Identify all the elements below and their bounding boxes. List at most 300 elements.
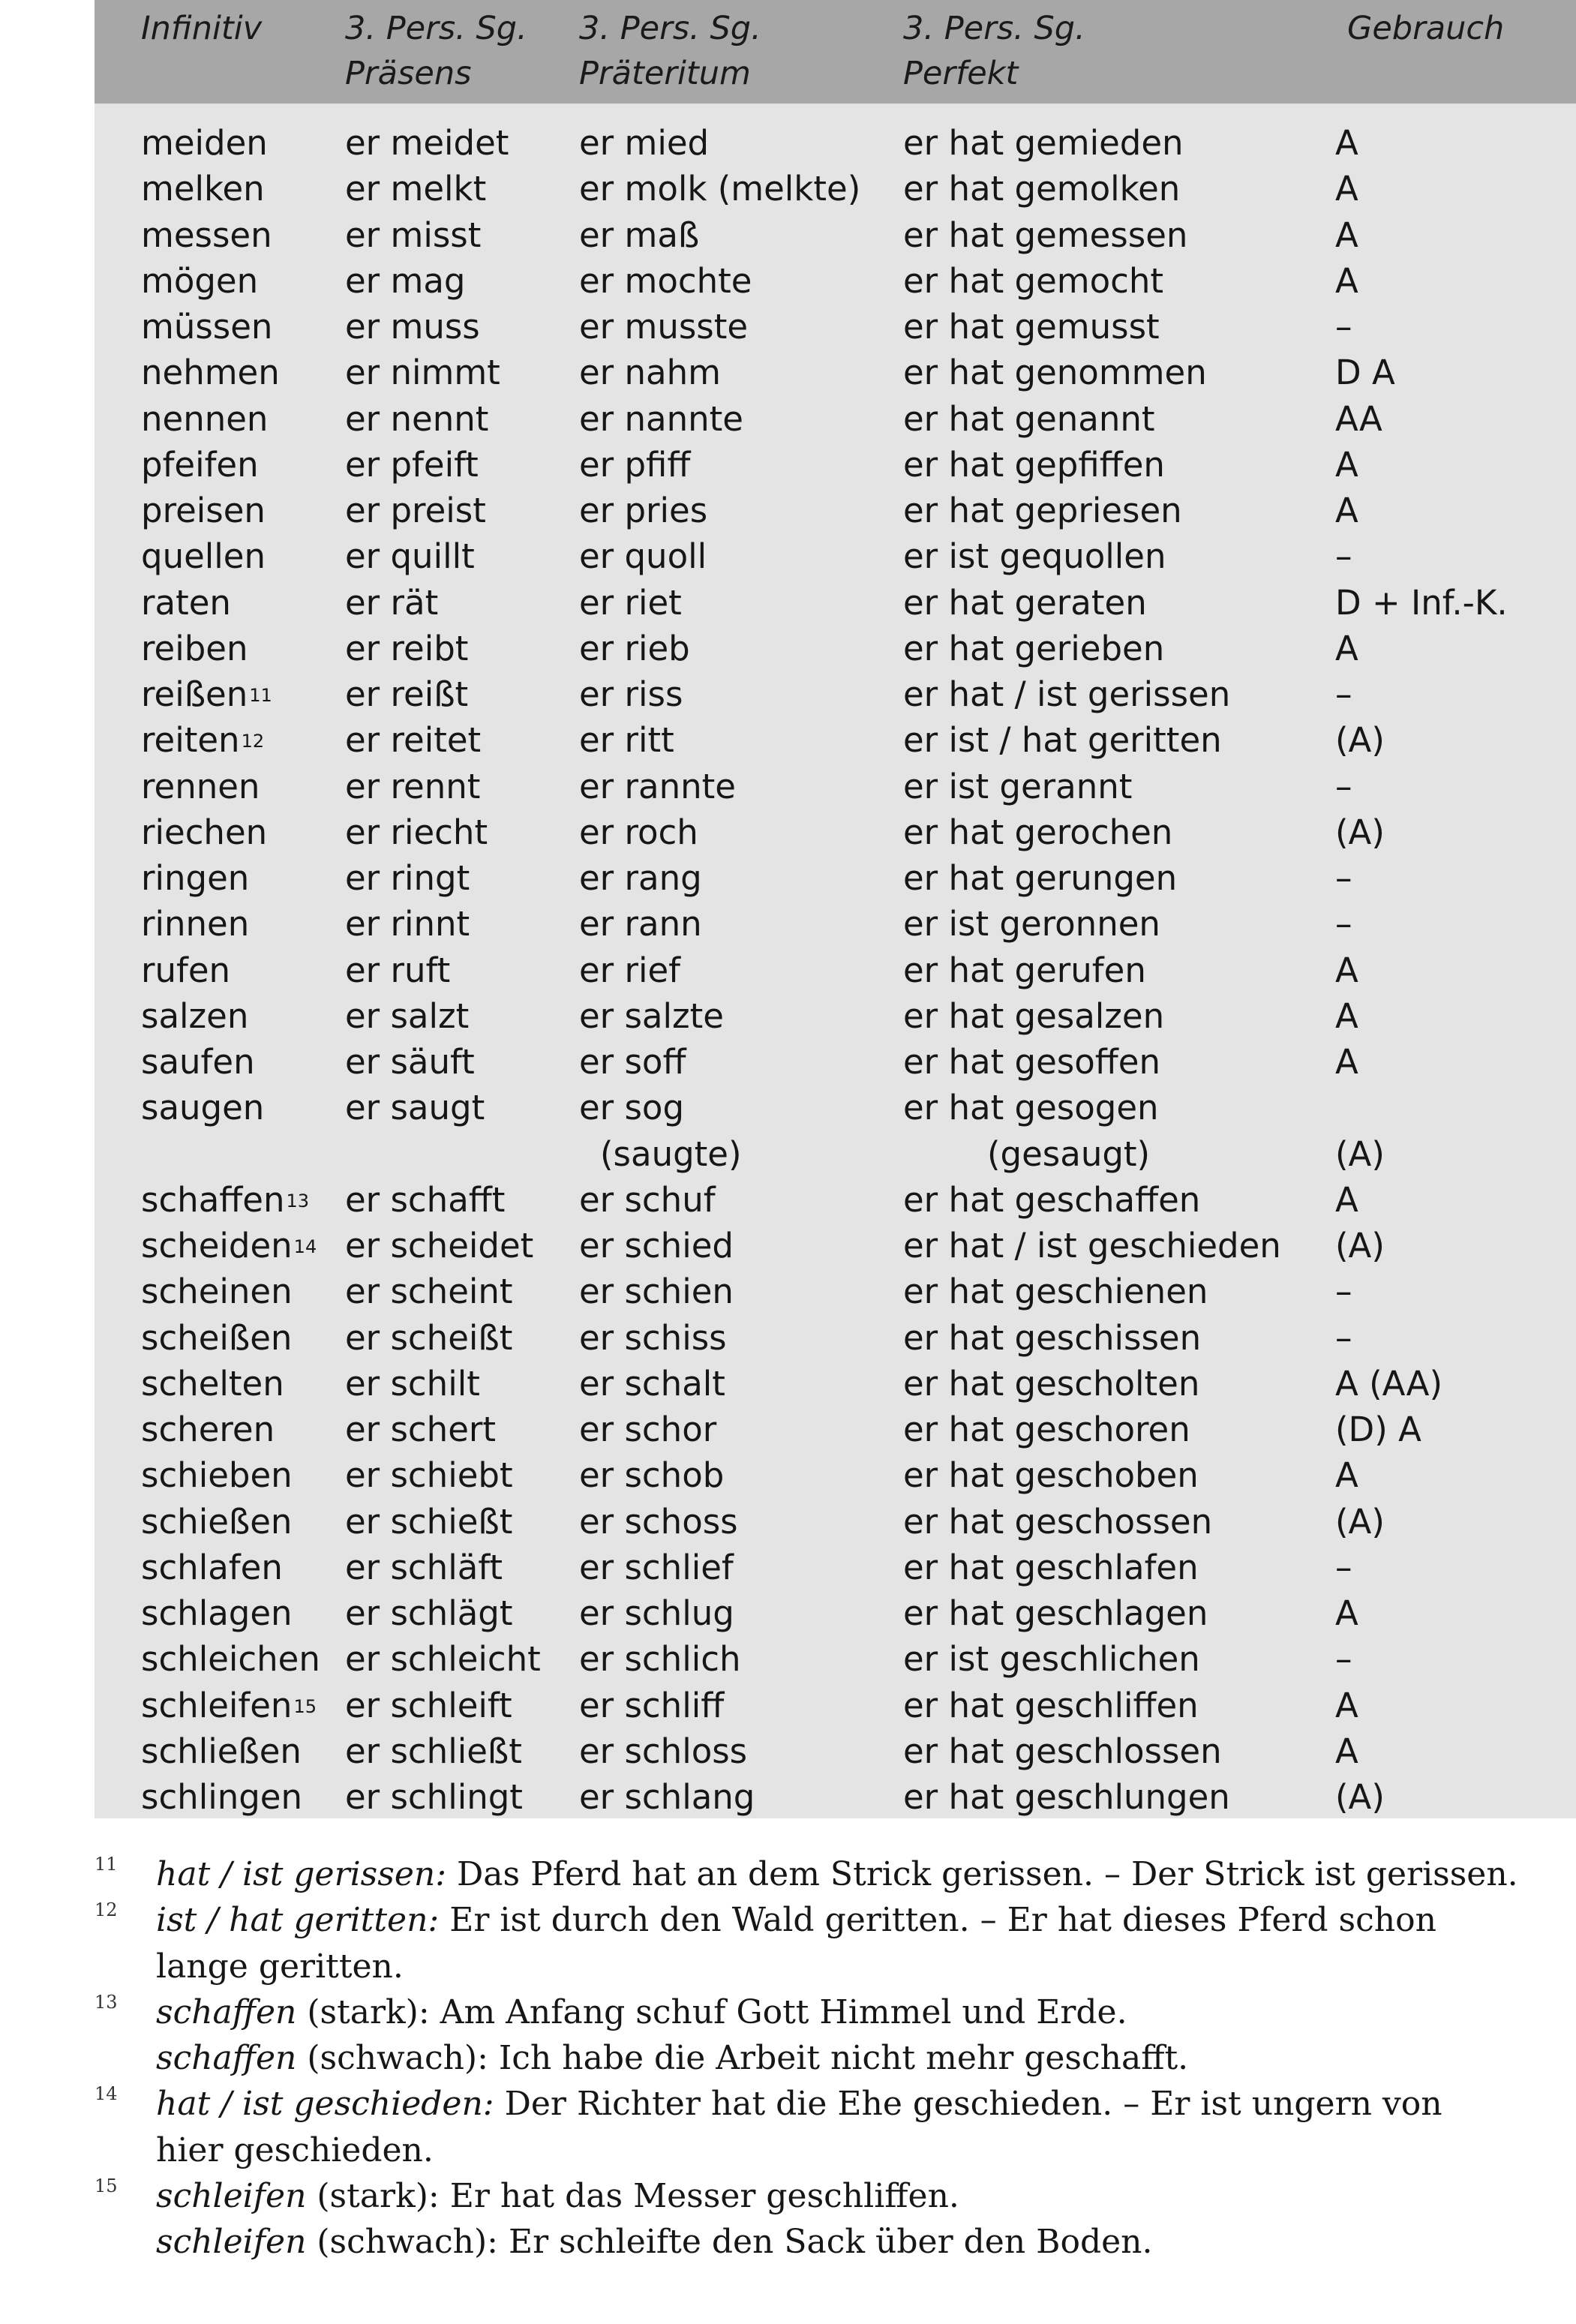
- cell-praeteritum-text: er schob: [579, 1455, 725, 1496]
- cell-perfekt: [903, 1085, 1159, 1130]
- table-row: [95, 258, 1576, 304]
- table-row: [95, 1269, 1576, 1314]
- footnote-text: (schwach): Er schleifte den Sack über den Boden.: [306, 2223, 1153, 2262]
- header-sublabel: Präteritum: [579, 55, 751, 92]
- cell-praeteritum-text: er schliff: [579, 1685, 725, 1725]
- cell-gebrauch-text: (A): [1335, 1777, 1385, 1817]
- cell-praeteritum: [579, 1774, 755, 1820]
- cell-gebrauch-text: AA: [1335, 398, 1382, 439]
- cell-infinitiv: [141, 488, 266, 533]
- cell-praeteritum-text: er schalt: [579, 1363, 725, 1404]
- table-row: [95, 901, 1576, 947]
- header-sublabel: Perfekt: [903, 55, 1019, 92]
- cell-infinitiv-text: preisen: [141, 491, 266, 530]
- cell-praesens: [345, 626, 468, 671]
- cell-gebrauch-text: A: [1335, 950, 1358, 990]
- cell-perfekt-text: er hat gesalzen: [903, 995, 1165, 1036]
- cell-praesens: [345, 855, 470, 901]
- cell-infinitiv-text: meiden: [141, 123, 268, 163]
- cell-praesens-text: er mag: [345, 260, 466, 301]
- table-row: [95, 1177, 1576, 1223]
- footnote-number: 15: [95, 2175, 118, 2197]
- cell-infinitiv-text: scheißen: [141, 1317, 293, 1358]
- cell-praesens-text: er schleicht: [345, 1639, 541, 1680]
- cell-perfekt-text: er hat gesoffen: [903, 1042, 1160, 1082]
- footnote-text: (schwach): Ich habe die Arbeit nicht mehr geschafft.: [296, 2039, 1189, 2078]
- cell-praesens: [345, 1452, 513, 1498]
- footnote-line: [156, 2173, 1565, 2219]
- cell-infinitiv-text: scheren: [141, 1410, 275, 1449]
- cell-praesens-text: er preist: [345, 491, 486, 530]
- cell-gebrauch: [1335, 901, 1352, 947]
- footnote-text: hier geschieden.: [156, 2130, 434, 2169]
- cell-praeteritum-text: er pfiff: [579, 444, 691, 485]
- cell-perfekt: [903, 1728, 1222, 1774]
- cell-perfekt-text: er hat gesogen: [903, 1088, 1159, 1128]
- cell-infinitiv: [141, 120, 268, 166]
- cell-perfekt-text: er hat geschissen: [903, 1317, 1202, 1358]
- cell-praesens: [345, 1636, 541, 1682]
- table-row: [95, 212, 1576, 258]
- header-label: 3. Pers. Sg.: [345, 10, 527, 47]
- cell-infinitiv: [141, 1223, 317, 1269]
- cell-perfekt: [903, 1315, 1201, 1361]
- cell-perfekt-text: er ist geronnen: [903, 904, 1160, 944]
- cell-praesens: [345, 304, 480, 350]
- cell-infinitiv-text: saugen: [141, 1088, 265, 1128]
- table-row: [95, 1636, 1576, 1682]
- table-row: [95, 626, 1576, 671]
- cell-praeteritum-text: er riet: [579, 582, 682, 623]
- cell-gebrauch-text: A: [1335, 1685, 1358, 1725]
- header-praeteritum: [579, 6, 761, 96]
- cell-praeteritum: [579, 809, 698, 855]
- cell-praeteritum-text: er soff: [579, 1042, 686, 1082]
- cell-gebrauch: [1335, 304, 1352, 350]
- cell-praesens: [345, 488, 486, 533]
- cell-praesens: [345, 580, 438, 626]
- cell-infinitiv-text: messen: [141, 215, 272, 255]
- footnote-text: (stark): Er hat das Messer geschliffen.: [306, 2177, 959, 2216]
- cell-praesens-text: er nennt: [345, 398, 489, 439]
- cell-perfekt-text: er hat gemolken: [903, 169, 1181, 209]
- table-row: [95, 1131, 1576, 1177]
- cell-praeteritum: [579, 396, 743, 442]
- cell-perfekt: [903, 1361, 1199, 1407]
- cell-praeteritum-text: er schoss: [579, 1501, 738, 1542]
- cell-perfekt: [903, 855, 1177, 901]
- cell-perfekt-text: er hat geraten: [903, 582, 1147, 623]
- cell-gebrauch: [1335, 764, 1352, 809]
- footnote-term: schaffen: [156, 1992, 297, 2031]
- footnote-number: 12: [95, 1899, 118, 1921]
- cell-gebrauch-text: A: [1335, 1042, 1358, 1082]
- footnote-line: [156, 1851, 1565, 1897]
- cell-praeteritum-text: er rannte: [579, 766, 736, 806]
- cell-praesens-text: er schiebt: [345, 1455, 513, 1496]
- cell-praeteritum: [579, 1728, 747, 1774]
- cell-gebrauch: [1335, 1774, 1385, 1820]
- cell-praeteritum: [579, 580, 682, 626]
- cell-infinitiv: [141, 580, 231, 626]
- cell-praesens: [345, 350, 500, 395]
- cell-praesens: [345, 1223, 533, 1269]
- cell-infinitiv-text: schleifen: [141, 1685, 293, 1725]
- cell-praeteritum: [579, 166, 860, 212]
- cell-perfekt: [903, 1039, 1160, 1085]
- verb-table: [95, 0, 1576, 1818]
- cell-praeteritum-text: er sog: [579, 1088, 685, 1128]
- cell-praeteritum-text: er molk (melkte): [579, 169, 861, 209]
- cell-gebrauch-text: –: [1335, 1272, 1352, 1312]
- table-row: [95, 396, 1576, 442]
- cell-gebrauch: [1335, 947, 1358, 993]
- cell-praeteritum-text: er schlang: [579, 1777, 755, 1817]
- cell-gebrauch-text: (A): [1335, 720, 1385, 761]
- cell-praeteritum: [579, 1269, 734, 1314]
- cell-praesens-text: er meidet: [345, 123, 509, 163]
- footnote-marker: 12: [241, 731, 265, 752]
- footnote-line: [156, 2081, 1565, 2127]
- cell-praeteritum-text: er rief: [579, 950, 681, 990]
- cell-perfekt: [903, 212, 1187, 258]
- cell-infinitiv: [141, 1774, 302, 1820]
- cell-gebrauch-text: D A: [1335, 353, 1395, 393]
- cell-praesens-text: er misst: [345, 215, 482, 255]
- cell-perfekt: [903, 671, 1230, 717]
- cell-gebrauch: [1335, 212, 1358, 258]
- table-header: [95, 0, 1576, 104]
- cell-gebrauch: [1335, 488, 1358, 533]
- cell-gebrauch: [1335, 166, 1358, 212]
- cell-infinitiv: [141, 671, 272, 717]
- cell-perfekt-text: er hat genommen: [903, 353, 1207, 393]
- cell-praeteritum: [600, 1131, 742, 1177]
- cell-gebrauch: [1335, 1683, 1358, 1728]
- cell-perfekt-text: er hat geschlungen: [903, 1777, 1230, 1817]
- cell-gebrauch: [1335, 1223, 1385, 1269]
- cell-infinitiv-text: mögen: [141, 260, 259, 301]
- cell-infinitiv-text: ringen: [141, 858, 250, 898]
- header-infinitiv: [141, 6, 262, 51]
- cell-gebrauch-text: (A): [1335, 1501, 1385, 1542]
- cell-infinitiv: [141, 1177, 309, 1223]
- table-row: [95, 1407, 1576, 1452]
- table-row: [95, 1452, 1576, 1498]
- cell-praeteritum-text: er schloss: [579, 1731, 748, 1771]
- table-row: [95, 1774, 1576, 1820]
- table-row: [95, 1499, 1576, 1545]
- cell-infinitiv: [141, 1269, 293, 1314]
- cell-praeteritum: [579, 1085, 684, 1130]
- cell-infinitiv-text: schleichen: [141, 1639, 320, 1680]
- cell-gebrauch: [1335, 1452, 1358, 1498]
- cell-infinitiv-text: riechen: [141, 812, 268, 852]
- cell-gebrauch: [1335, 717, 1385, 763]
- cell-praeteritum-text: er mochte: [579, 260, 752, 301]
- cell-praesens-text: er schließt: [345, 1731, 522, 1771]
- cell-gebrauch-text: A: [1335, 444, 1358, 485]
- cell-perfekt-text: er hat gepfiffen: [903, 444, 1165, 485]
- cell-perfekt: [903, 1636, 1200, 1682]
- table-row: [95, 580, 1576, 626]
- cell-praeteritum-text: er rann: [579, 904, 702, 944]
- cell-praeteritum-text: er musste: [579, 307, 749, 347]
- cell-praesens-text: er schilt: [345, 1363, 480, 1404]
- cell-gebrauch-text: D + Inf.-K.: [1335, 582, 1508, 623]
- cell-gebrauch-text: A: [1335, 215, 1358, 255]
- cell-gebrauch: [1335, 1269, 1352, 1314]
- cell-gebrauch: [1335, 1361, 1442, 1407]
- cell-infinitiv: [141, 993, 248, 1039]
- cell-perfekt: [903, 901, 1160, 947]
- cell-praeteritum: [579, 717, 674, 763]
- cell-praeteritum: [579, 993, 724, 1039]
- table-row: [95, 671, 1576, 717]
- cell-praesens: [345, 1407, 496, 1452]
- footnote-marker: 15: [293, 1695, 317, 1717]
- cell-praesens: [345, 258, 465, 304]
- cell-infinitiv: [141, 442, 259, 488]
- cell-gebrauch-text: (A): [1335, 812, 1385, 852]
- cell-gebrauch: [1335, 1728, 1358, 1774]
- cell-praeteritum-text: er rieb: [579, 628, 690, 668]
- cell-infinitiv: [141, 764, 260, 809]
- cell-gebrauch-text: –: [1335, 766, 1352, 806]
- cell-gebrauch: [1335, 396, 1382, 442]
- cell-praesens: [345, 764, 480, 809]
- cell-infinitiv: [141, 258, 258, 304]
- cell-perfekt: [903, 1223, 1281, 1269]
- cell-infinitiv: [141, 626, 248, 671]
- cell-perfekt: [903, 396, 1155, 442]
- cell-praeteritum: [579, 1590, 734, 1636]
- cell-gebrauch-text: –: [1335, 1317, 1352, 1358]
- cell-praeteritum: [579, 1177, 716, 1223]
- cell-praeteritum: [579, 901, 702, 947]
- cell-praesens-text: er reißt: [345, 674, 469, 714]
- cell-infinitiv: [141, 212, 272, 258]
- table-row: [95, 1545, 1576, 1590]
- cell-praesens-text: er säuft: [345, 1042, 475, 1082]
- cell-praesens: [345, 809, 488, 855]
- footnote-line: [156, 1897, 1565, 1943]
- cell-praesens-text: er melkt: [345, 169, 487, 209]
- cell-infinitiv-text: schlagen: [141, 1593, 293, 1633]
- cell-perfekt-text: er hat gepriesen: [903, 491, 1182, 530]
- cell-infinitiv: [141, 533, 266, 579]
- cell-infinitiv: [141, 1407, 275, 1452]
- cell-infinitiv: [141, 396, 268, 442]
- cell-perfekt: [903, 809, 1172, 855]
- cell-praesens: [345, 1590, 512, 1636]
- cell-praeteritum-text: er schor: [579, 1410, 717, 1449]
- cell-gebrauch: [1335, 855, 1352, 901]
- cell-praesens: [345, 671, 468, 717]
- cell-perfekt: [903, 533, 1166, 579]
- cell-gebrauch-text: (A): [1335, 1226, 1385, 1266]
- cell-infinitiv-text: quellen: [141, 536, 266, 577]
- cell-praeteritum-text: er roch: [579, 812, 698, 852]
- cell-praesens: [345, 120, 509, 166]
- cell-praeteritum: [579, 671, 683, 717]
- cell-praesens-text: er schert: [345, 1410, 497, 1449]
- cell-perfekt-text: er hat geschlossen: [903, 1731, 1222, 1771]
- cell-infinitiv: [141, 947, 230, 993]
- footnote-term: schaffen: [156, 2039, 297, 2078]
- table-row: [95, 1039, 1576, 1085]
- cell-praesens: [345, 1774, 523, 1820]
- cell-infinitiv: [141, 304, 272, 350]
- cell-praeteritum-text: er salzte: [579, 995, 724, 1036]
- cell-perfekt-text: (gesaugt): [987, 1133, 1151, 1174]
- header-gebrauch: [1347, 6, 1504, 51]
- cell-praesens: [345, 396, 488, 442]
- cell-praeteritum: [579, 1039, 686, 1085]
- cell-perfekt-text: er ist geschlichen: [903, 1639, 1200, 1680]
- cell-infinitiv: [141, 350, 280, 395]
- cell-praesens: [345, 993, 469, 1039]
- cell-praeteritum: [579, 533, 707, 579]
- cell-praeteritum-text: er nannte: [579, 398, 743, 439]
- cell-infinitiv: [141, 1545, 283, 1590]
- cell-praeteritum: [579, 1545, 734, 1590]
- cell-perfekt-text: er ist gerannt: [903, 766, 1133, 806]
- cell-perfekt-text: er hat geschlafen: [903, 1547, 1199, 1587]
- cell-praesens-text: er ruft: [345, 950, 451, 990]
- cell-praesens-text: er riecht: [345, 812, 488, 852]
- cell-perfekt: [903, 1269, 1208, 1314]
- cell-perfekt-text: er ist / hat geritten: [903, 720, 1222, 761]
- cell-praesens-text: er muss: [345, 307, 480, 347]
- cell-gebrauch-text: A: [1335, 491, 1358, 530]
- cell-praeteritum: [579, 1407, 716, 1452]
- footnote-item: [95, 2081, 1565, 2173]
- cell-perfekt-text: er hat geschlagen: [903, 1593, 1208, 1633]
- table-row: [95, 1361, 1576, 1407]
- cell-praesens-text: er rinnt: [345, 904, 470, 944]
- footnote-term: schleifen: [156, 2223, 307, 2262]
- cell-praeteritum-text: er schied: [579, 1226, 734, 1266]
- footnote-line: [156, 1989, 1565, 2035]
- cell-perfekt-text: er hat gescholten: [903, 1363, 1200, 1404]
- cell-perfekt: [903, 1590, 1208, 1636]
- cell-praeteritum: [579, 442, 690, 488]
- footnote-term: ist / hat geritten:: [156, 1901, 440, 1940]
- footnote-number: 14: [95, 2083, 118, 2105]
- cell-gebrauch: [1335, 1315, 1352, 1361]
- footnote-term: hat / ist geschieden:: [156, 2085, 494, 2124]
- cell-perfekt: [903, 947, 1146, 993]
- footnote-line: [156, 2127, 1565, 2173]
- table-row: [95, 717, 1576, 763]
- header-label: Infinitiv: [141, 10, 263, 47]
- cell-gebrauch: [1335, 993, 1358, 1039]
- cell-infinitiv: [141, 855, 249, 901]
- footnote-text: lange geritten.: [156, 1947, 404, 1986]
- cell-praesens: [345, 1315, 512, 1361]
- cell-perfekt: [903, 626, 1164, 671]
- footnote-text: (stark): Am Anfang schuf Gott Himmel und Erde.: [296, 1992, 1127, 2031]
- cell-gebrauch-text: A: [1335, 169, 1358, 209]
- footnote-term: hat / ist gerissen:: [156, 1855, 447, 1893]
- cell-infinitiv: [141, 1728, 302, 1774]
- table-row: [95, 533, 1576, 579]
- cell-infinitiv-text: rufen: [141, 950, 231, 990]
- footnote-item: [95, 1989, 1565, 2082]
- cell-perfekt-text: er hat geschoren: [903, 1410, 1190, 1449]
- cell-praeteritum-text: er pries: [579, 491, 708, 530]
- cell-praesens: [345, 1545, 503, 1590]
- cell-infinitiv-text: schaffen: [141, 1179, 285, 1220]
- cell-perfekt: [903, 304, 1160, 350]
- cell-gebrauch-text: –: [1335, 536, 1352, 577]
- cell-praeteritum: [579, 212, 699, 258]
- cell-praesens: [345, 1269, 513, 1314]
- cell-praeteritum: [579, 1683, 724, 1728]
- cell-praesens-text: er saugt: [345, 1088, 485, 1128]
- cell-infinitiv: [141, 809, 267, 855]
- cell-praesens-text: er quillt: [345, 536, 475, 577]
- cell-praesens-text: er pfeift: [345, 444, 479, 485]
- cell-gebrauch: [1335, 1131, 1385, 1177]
- table-row: [95, 993, 1576, 1039]
- cell-praesens: [345, 717, 481, 763]
- cell-perfekt-text: er hat gemocht: [903, 260, 1164, 301]
- cell-infinitiv-text: reiten: [141, 720, 240, 761]
- cell-infinitiv: [141, 166, 265, 212]
- cell-gebrauch: [1335, 1545, 1352, 1590]
- table-row: [95, 1315, 1576, 1361]
- header-label: Gebrauch: [1347, 10, 1505, 47]
- cell-perfekt: [903, 580, 1147, 626]
- cell-praeteritum-text: er schlich: [579, 1639, 741, 1680]
- cell-praesens-text: er scheidet: [345, 1226, 534, 1266]
- cell-praesens: [345, 901, 470, 947]
- cell-infinitiv-text: melken: [141, 169, 265, 209]
- cell-praeteritum-text: er rang: [579, 858, 702, 898]
- footnote-marker: 13: [286, 1190, 310, 1212]
- table-row: [95, 1223, 1576, 1269]
- cell-praesens-text: er schleift: [345, 1685, 512, 1725]
- header-sublabel: Präsens: [345, 55, 472, 92]
- cell-infinitiv-text: reißen: [141, 674, 248, 714]
- cell-praesens-text: er reibt: [345, 628, 469, 668]
- cell-praeteritum: [579, 304, 748, 350]
- table-row: [95, 442, 1576, 488]
- cell-praesens: [345, 166, 486, 212]
- cell-gebrauch: [1335, 1590, 1358, 1636]
- cell-praeteritum-text: er mied: [579, 123, 710, 163]
- cell-perfekt-text: er hat / ist gerissen: [903, 674, 1231, 714]
- cell-praeteritum: [579, 1315, 727, 1361]
- table-row: [95, 1590, 1576, 1636]
- cell-praesens: [345, 1361, 480, 1407]
- cell-gebrauch: [1335, 120, 1358, 166]
- cell-gebrauch-text: (D) A: [1335, 1410, 1421, 1449]
- cell-infinitiv-text: nehmen: [141, 353, 280, 393]
- cell-infinitiv-text: scheiden: [141, 1226, 293, 1266]
- cell-perfekt: [903, 166, 1180, 212]
- header-praesens: [345, 6, 527, 96]
- cell-gebrauch-text: A: [1335, 995, 1358, 1036]
- cell-gebrauch-text: A: [1335, 1731, 1358, 1771]
- cell-praeteritum-text: er schien: [579, 1272, 734, 1312]
- table-row: [95, 1085, 1576, 1130]
- cell-gebrauch: [1335, 1499, 1385, 1545]
- cell-perfekt-text: er ist gequollen: [903, 536, 1166, 577]
- table-row: [95, 1728, 1576, 1774]
